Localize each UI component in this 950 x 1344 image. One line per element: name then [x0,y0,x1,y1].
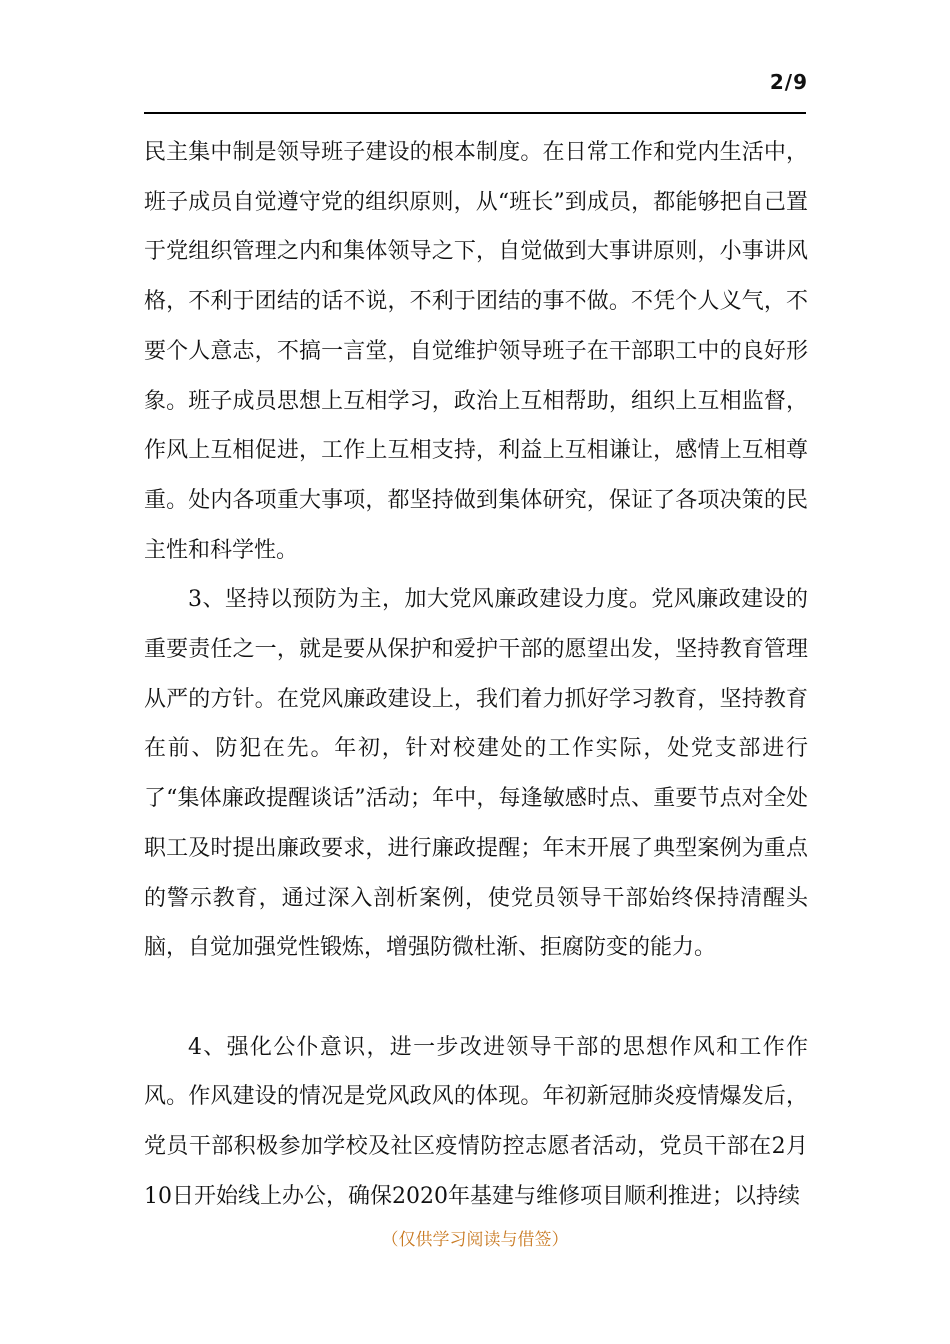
footer-note: （仅供学习阅读与借签） [381,1230,569,1250]
paragraph-work-style: 4、强化公仆意识，进一步改进领导干部的思想作风和工作作风。作风建设的情况是党风政风的体现。年初新冠肺炎疫情爆发后，党员干部积极参加学校及社区疫情防控志愿者活动，党员干部在2月10日开始线上办公，确保2020年基建与维修项目顺利推进；以持续 [144,1034,808,1209]
header-rule [144,112,806,114]
paragraph-anti-corruption: 3、坚持以预防为主，加大党风廉政建设力度。党风廉政建设的重要责任之一，就是要从保护和爱护干部的愿望出发，坚持教育管理从严的方针。在党风廉政建设上，我们着力抓好学习教育，坚持教育在前、防犯在先。年初，针对校建处的工作实际，处党支部进行了“集体廉政提醒谈话”活动；年中，每逢敏感时点、重要节点对全处职工及时提出廉政要求，进行廉政提醒；年末开展了典型案例为重点的警示教育，通过深入剖析案例，使党员领导干部始终保持清醒头脑，自觉加强党性锻炼，增强防微杜渐、拒腐防变的能力。 [144,587,808,961]
paragraph-democratic-centralism: 民主集中制是领导班子建设的根本制度。在日常工作和党内生活中，班子成员自觉遵守党的组织原则，从“班长”到成员，都能够把自己置于党组织管理之内和集体领导之下，自觉做到大事讲原则，小事讲风格，不利于团结的话不说，不利于团结的事不做。不凭个人义气，不要个人意志，不搞一言堂，自觉维护领导班子在干部职工中的良好形象。班子成员思想上互相学习，政治上互相帮助，组织上互相监督，作风上互相促进，工作上互相支持，利益上互相谦让，感情上互相尊重。处内各项重大事项，都坚持做到集体研究，保证了各项决策的民主性和科学性。 [144,140,808,563]
page-number: 2/9 [769,70,808,94]
document-body [144,128,808,1221]
